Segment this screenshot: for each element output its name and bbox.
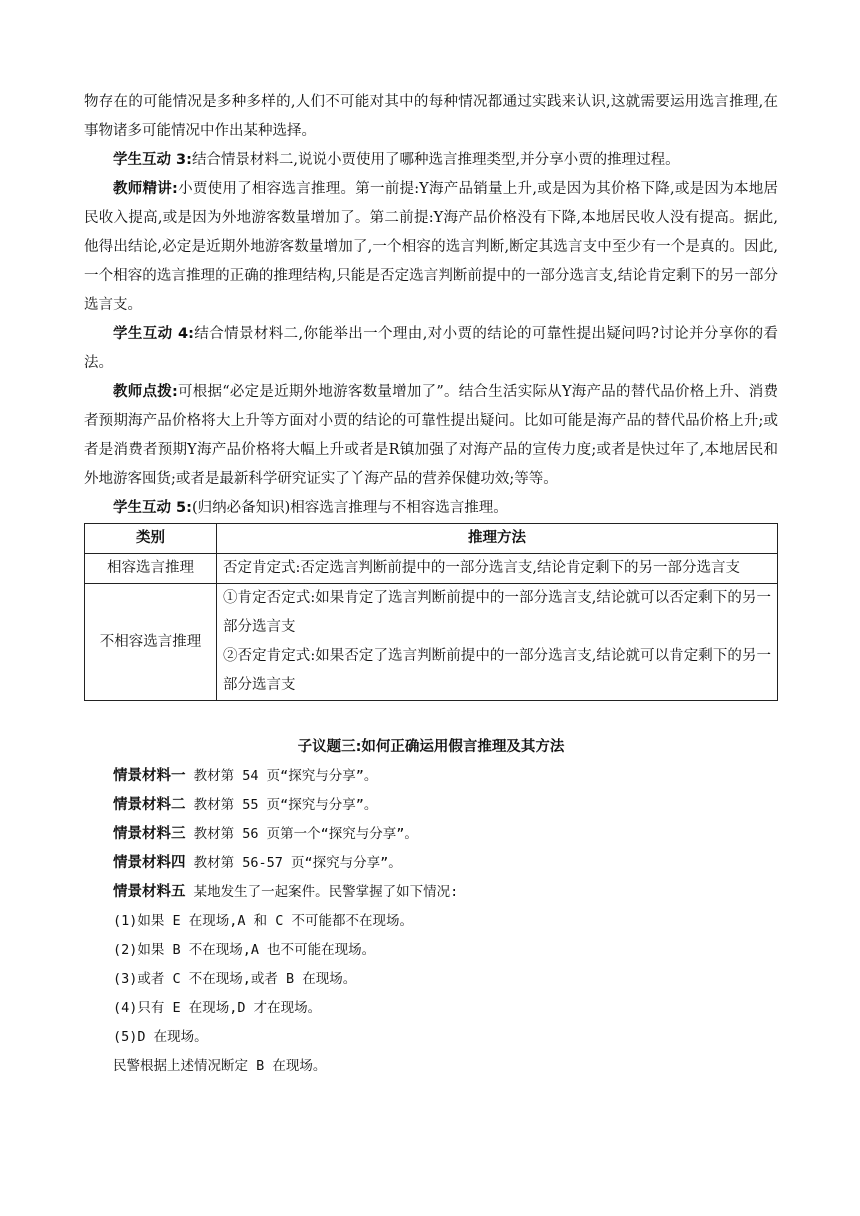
row2-method-b: ②否定肯定式:如果否定了选言判断前提中的一部分选言支,结论就可以肯定剩下的另一部分选言支 xyxy=(223,648,771,693)
condition-3: (3)或者 C 不在现场,或者 B 在现场。 xyxy=(113,971,357,987)
condition-1: (1)如果 E 在现场,A 和 C 不可能都不在现场。 xyxy=(113,913,414,929)
header-method: 推理方法 xyxy=(217,524,778,554)
label-student-interaction-3: 学生互动 3: xyxy=(113,152,192,168)
paragraph-student-interaction-3 xyxy=(84,146,778,175)
material-item-3 xyxy=(113,820,778,849)
paragraph-student-interaction-4 xyxy=(84,320,778,378)
material-label-5: 情景材料五 xyxy=(113,884,186,900)
text-student-interaction-4: 结合情景材料二,你能举出一个理由,对小贾的结论的可靠性提出疑问吗?讨论并分享你的看法。 xyxy=(84,326,778,371)
label-teacher-guidance: 教师点拨: xyxy=(113,384,178,400)
condition-4: (4)只有 E 在现场,D 才在现场。 xyxy=(113,1000,322,1016)
table-row xyxy=(85,584,778,701)
text-student-interaction-3: 结合情景材料二,说说小贾使用了哪种选言推理类型,并分享小贾的推理过程。 xyxy=(191,152,680,168)
material-text-3: 教材第 56 页第一个“探究与分享”。 xyxy=(193,826,418,842)
paragraph-teacher-explanation xyxy=(84,175,778,320)
label-teacher-explanation: 教师精讲: xyxy=(113,181,178,197)
condition-5: (5)D 在现场。 xyxy=(113,1029,208,1045)
header-category: 类别 xyxy=(85,524,217,554)
material-text-1: 教材第 54 页“探究与分享”。 xyxy=(193,768,378,784)
material-label-4: 情景材料四 xyxy=(113,855,186,871)
row2-category: 不相容选言推理 xyxy=(85,584,217,701)
document-page xyxy=(84,88,778,1081)
material-label-3: 情景材料三 xyxy=(113,826,186,842)
material-text-2: 教材第 55 页“探究与分享”。 xyxy=(193,797,378,813)
material-label-2: 情景材料二 xyxy=(113,797,186,813)
paragraph-student-interaction-5 xyxy=(84,494,778,523)
label-student-interaction-4: 学生互动 4: xyxy=(113,326,194,342)
row2-method xyxy=(217,584,778,701)
conclusion: 民警根据上述情况断定 B 在现场。 xyxy=(113,1058,327,1074)
material-text-5: 某地发生了一起案件。民警掌握了如下情况: xyxy=(193,884,459,900)
table-row xyxy=(85,554,778,584)
material-item-1 xyxy=(113,762,778,791)
material-item-2 xyxy=(113,791,778,820)
materials-list xyxy=(84,762,778,1081)
label-student-interaction-5: 学生互动 5: xyxy=(113,500,192,516)
row1-method: 否定肯定式:否定选言判断前提中的一部分选言支,结论肯定剩下的另一部分选言支 xyxy=(217,554,778,584)
row1-category: 相容选言推理 xyxy=(85,554,217,584)
row2-method-a: ①肯定否定式:如果肯定了选言判断前提中的一部分选言支,结论就可以否定剩下的另一部分选言支 xyxy=(223,590,771,635)
material-item-4 xyxy=(113,849,778,878)
text-teacher-guidance: 可根据“必定是近期外地游客数量增加了”。结合生活实际从Y海产品的替代品价格上升、消费者预期海产品价格将大上升等方面对小贾的结论的可靠性提出疑问。比如可能是海产品的替代品价格上升;或者是消费者预期Y海产品价格将大幅上升或者是R镇加强了对海产品的宣传力度;或者是快过年了,本地居民和外地游客囤货;或者是最新科学研究证实了丫海产品的营养保健功效;等等。 xyxy=(84,384,778,487)
material-item-5 xyxy=(113,878,778,907)
paragraph-intro: 物存在的可能情况是多种多样的,人们不可能对其中的每种情况都通过实践来认识,这就需要运用选言推理,在事物诸多可能情况中作出某种选择。 xyxy=(84,94,778,139)
section-title: 子议题三:如何正确运用假言推理及其方法 xyxy=(297,739,565,755)
text-teacher-explanation: 小贾使用了相容选言推理。第一前提:Y海产品销量上升,或是因为其价格下降,或是因为本地居民收入提高,或是因为外地游客数量增加了。第二前提:Y海产品价格没有下降,本地居民收人没有提高。据此,他得出结论,必定是近期外地游客数量增加了,一个相容的选言判断,断定其选言支中至少有一个是真的。因此,一个相容的选言推理的正确的推理结构,只能是否定选言判断前提中的一部分选言支,结论肯定剩下的另一部分选言支。 xyxy=(84,181,778,313)
reasoning-table xyxy=(84,523,778,701)
condition-2: (2)如果 B 不在现场,A 也不可能在现场。 xyxy=(113,942,376,958)
material-label-1: 情景材料一 xyxy=(113,768,186,784)
text-student-interaction-5: (归纳必备知识)相容选言推理与不相容选言推理。 xyxy=(191,500,508,516)
table-header-row xyxy=(85,524,778,554)
paragraph-teacher-guidance xyxy=(84,378,778,494)
material-text-4: 教材第 56-57 页“探究与分享”。 xyxy=(193,855,402,871)
